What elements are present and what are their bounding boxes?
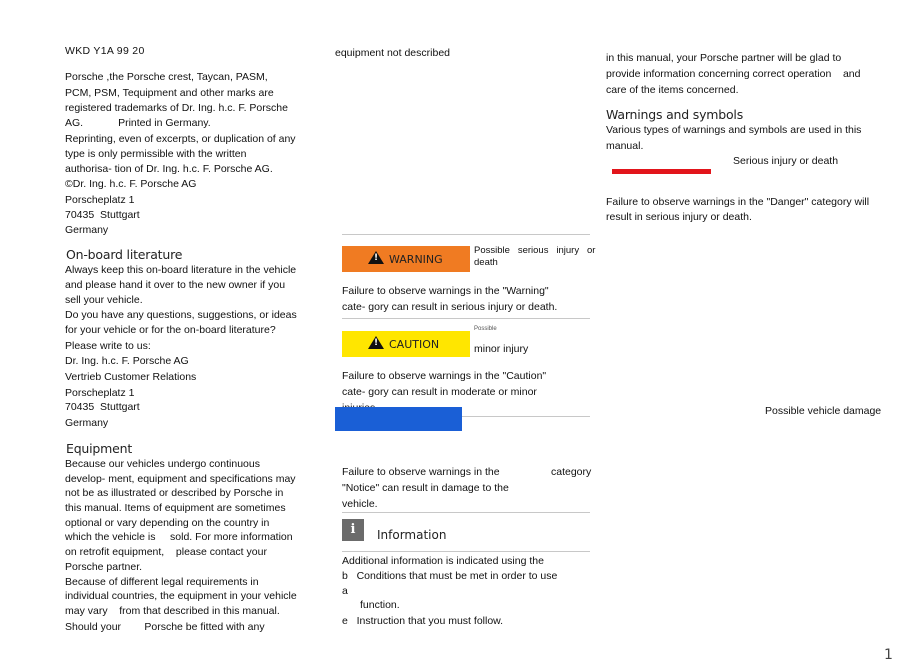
caution-side-text: Possible bbox=[474, 326, 497, 332]
warning-side-text: death bbox=[474, 257, 498, 268]
divider bbox=[342, 318, 590, 319]
information-line: Additional information is indicated using the bbox=[342, 555, 544, 567]
divider bbox=[342, 551, 590, 552]
legal-line: PCM, PSM, Tequipment and other marks are bbox=[65, 87, 274, 99]
equipment-line: individual countries, the equipment in your vehicle bbox=[65, 590, 297, 602]
page-number: 1 bbox=[884, 647, 893, 663]
warnings-symbols-heading: Warnings and symbols bbox=[606, 107, 744, 122]
caution-triangle-icon bbox=[368, 336, 384, 349]
onboard-line: sell your vehicle. bbox=[65, 294, 143, 306]
legal-line: Germany bbox=[65, 224, 109, 236]
equipment-line: Because our vehicles undergo continuous bbox=[65, 458, 260, 470]
information-icon: i bbox=[342, 519, 364, 541]
onboard-literature-heading: On-board literature bbox=[66, 247, 183, 262]
divider bbox=[342, 234, 590, 235]
notice-badge bbox=[335, 407, 462, 431]
danger-body: Failure to observe warnings in the "Danger" category will bbox=[606, 196, 870, 208]
equipment-line: optional or vary depending on the country in bbox=[65, 517, 270, 529]
onboard-line: 70435 Stuttgart bbox=[65, 401, 140, 413]
legal-line: Porsche ,the Porsche crest, Taycan, PASM, bbox=[65, 71, 268, 83]
information-line: function. bbox=[360, 599, 400, 611]
information-line: e Instruction that you must follow. bbox=[342, 615, 504, 627]
onboard-line: Germany bbox=[65, 417, 109, 429]
legal-line: authorisa- tion of Dr. Ing. h.c. F. Porsche AG. bbox=[65, 163, 273, 175]
warning-label: WARNING bbox=[389, 253, 443, 266]
caution-body: cate- gory can result in moderate or minor bbox=[342, 386, 537, 398]
warning-body: cate- gory can result in serious injury or death. bbox=[342, 301, 558, 313]
danger-body: result in serious injury or death. bbox=[606, 211, 752, 223]
equipment-line: may vary from that described in this manual. bbox=[65, 605, 280, 617]
warning-triangle-icon bbox=[368, 251, 384, 264]
legal-line: AG. Printed in Germany. bbox=[65, 117, 211, 129]
warning-body: Failure to observe warnings in the "Warning" bbox=[342, 285, 549, 297]
warning-badge bbox=[342, 246, 470, 272]
equipment-line: which the vehicle is sold. For more information bbox=[65, 531, 293, 543]
continued-text: equipment not described bbox=[335, 47, 450, 59]
intro-line: in this manual, your Porsche partner will be glad to bbox=[606, 52, 842, 64]
notice-body: category bbox=[551, 466, 592, 478]
danger-badge bbox=[612, 169, 711, 174]
legal-line: Porscheplatz 1 bbox=[65, 194, 135, 206]
equipment-line: Because of different legal requirements in bbox=[65, 576, 259, 588]
legal-line: Reprinting, even of excerpts, or duplication of any bbox=[65, 133, 296, 145]
equipment-line: Porsche partner. bbox=[65, 561, 143, 573]
equipment-line: Should your Porsche be fitted with any bbox=[65, 621, 265, 633]
divider bbox=[342, 512, 590, 513]
onboard-line: Dr. Ing. h.c. F. Porsche AG bbox=[65, 355, 189, 367]
caution-side-text: minor injury bbox=[474, 343, 529, 355]
onboard-line: Vertrieb Customer Relations bbox=[65, 371, 197, 383]
intro-line: care of the items concerned. bbox=[606, 84, 739, 96]
equipment-line: not be as illustrated or described by Porsche in bbox=[65, 487, 284, 499]
warnings-line: manual. bbox=[606, 140, 644, 152]
onboard-line: and please hand it over to the new owner if you bbox=[65, 279, 286, 291]
caution-label: CAUTION bbox=[389, 338, 440, 351]
caution-badge bbox=[342, 331, 470, 357]
legal-line: registered trademarks of Dr. Ing. h.c. F. Porsche bbox=[65, 102, 288, 114]
warnings-line: Various types of warnings and symbols are used in this bbox=[606, 124, 862, 136]
legal-line: ©Dr. Ing. h.c. F. Porsche AG bbox=[65, 178, 197, 190]
onboard-line: for your vehicle or for the on-board literature? bbox=[65, 324, 276, 336]
onboard-line: Do you have any questions, suggestions, or ideas bbox=[65, 309, 297, 321]
intro-line: provide information concerning correct operation and bbox=[606, 68, 861, 80]
notice-body: vehicle. bbox=[342, 498, 378, 510]
notice-side-text: Possible vehicle damage bbox=[765, 405, 882, 417]
onboard-line: Please write to us: bbox=[65, 340, 151, 352]
legal-line: 70435 Stuttgart bbox=[65, 209, 140, 221]
legal-line: type is only permissible with the written bbox=[65, 148, 247, 160]
equipment-line: this manual. Items of equipment are sometimes bbox=[65, 502, 286, 514]
equipment-line: on retrofit equipment, please contact your bbox=[65, 546, 267, 558]
notice-body: "Notice" can result in damage to the bbox=[342, 482, 509, 494]
warning-side-text: Possible serious injury or bbox=[474, 245, 596, 256]
notice-body: Failure to observe warnings in the bbox=[342, 466, 500, 478]
information-line: b Conditions that must be met in order to use bbox=[342, 570, 558, 582]
equipment-line: develop- ment, equipment and specifications may bbox=[65, 473, 296, 485]
equipment-heading: Equipment bbox=[66, 441, 133, 456]
information-heading: Information bbox=[377, 528, 447, 542]
document-code: WKD Y1A 99 20 bbox=[65, 45, 145, 57]
information-line: a bbox=[342, 585, 348, 597]
caution-body: Failure to observe warnings in the "Caution" bbox=[342, 370, 547, 382]
onboard-line: Porscheplatz 1 bbox=[65, 387, 135, 399]
danger-side-text: Serious injury or death bbox=[733, 155, 839, 167]
onboard-line: Always keep this on-board literature in the vehicle bbox=[65, 264, 297, 276]
